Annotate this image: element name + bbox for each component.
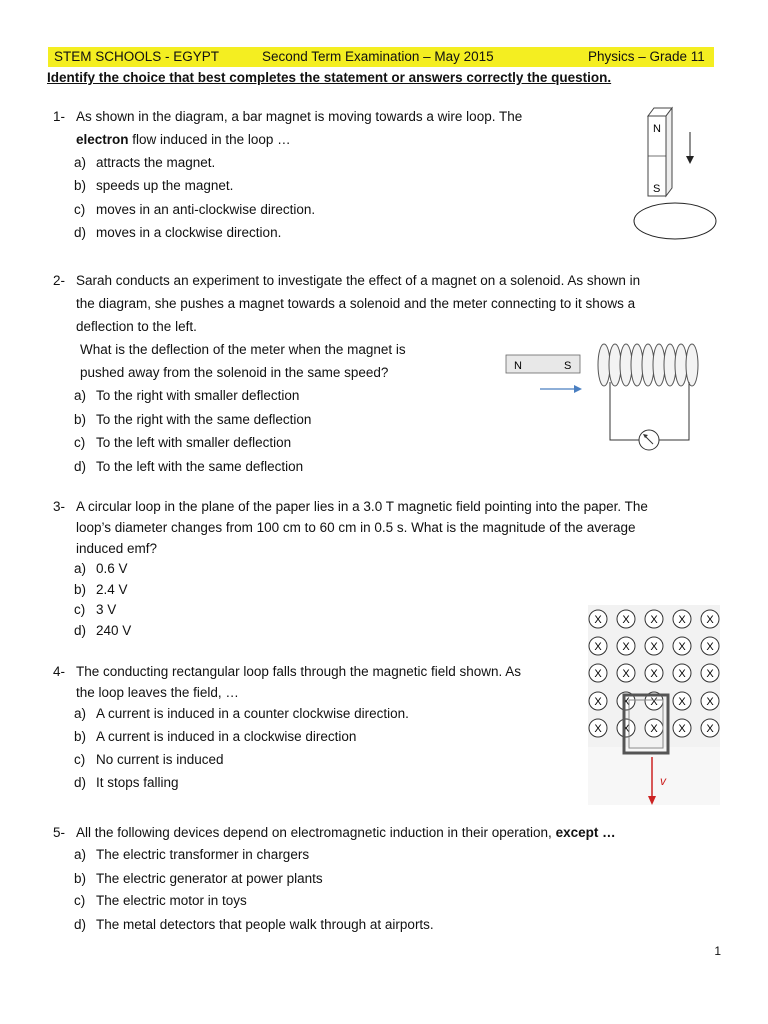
option-letter: d) <box>74 459 87 474</box>
south-label: S <box>564 360 572 372</box>
option-b: To the right with the same deflection <box>96 412 312 427</box>
question-text: As shown in the diagram, a bar magnet is moving towards a wire loop. The <box>76 109 523 124</box>
option-a: A current is induced in a counter clockwise direction. <box>96 706 409 721</box>
instructions: Identify the choice that best completes the statement or answers correctly the question. <box>47 70 612 85</box>
option-letter: c) <box>74 202 86 217</box>
field-x-symbol: X <box>622 723 630 735</box>
question-number: 4- <box>53 664 66 679</box>
question-number: 2- <box>53 273 66 288</box>
field-x-symbol: X <box>706 614 714 626</box>
option-letter: b) <box>74 582 87 597</box>
option-a: The electric transformer in chargers <box>96 847 310 862</box>
option-c: The electric motor in toys <box>96 893 247 908</box>
bar-magnet-loop-diagram <box>628 104 722 244</box>
exam-title: Second Term Examination – May 2015 <box>262 49 494 64</box>
option-c: To the left with smaller deflection <box>96 435 292 450</box>
option-c: 3 V <box>96 602 117 617</box>
field-x-symbol: X <box>706 641 714 653</box>
option-letter: d) <box>74 775 87 790</box>
option-letter: a) <box>74 561 87 576</box>
option-letter: b) <box>74 178 87 193</box>
option-letter: a) <box>74 847 87 862</box>
field-x-symbol: X <box>650 668 658 680</box>
option-a: attracts the magnet. <box>96 155 216 170</box>
question-text: All the following devices depend on electromagnetic induction in their operation, <box>76 825 552 840</box>
wire-loop <box>634 203 716 239</box>
option-a: To the right with smaller deflection <box>96 388 300 403</box>
option-letter: c) <box>74 435 86 450</box>
exam-header-bar <box>48 47 714 67</box>
question-number: 1- <box>53 109 66 124</box>
question-text: flow induced in the loop … <box>128 132 291 147</box>
option-c: moves in an anti-clockwise direction. <box>96 202 316 217</box>
field-x-symbol: X <box>622 668 630 680</box>
question-number: 5- <box>53 825 66 840</box>
north-label: N <box>514 360 522 372</box>
option-d: It stops falling <box>96 775 179 790</box>
field-x-symbol: X <box>622 641 630 653</box>
option-letter: d) <box>74 623 87 638</box>
question-text: induced emf? <box>76 541 158 556</box>
option-letter: a) <box>74 388 87 403</box>
option-letter: c) <box>74 893 86 908</box>
option-b: A current is induced in a clockwise direction <box>96 729 357 744</box>
field-x-symbol: X <box>678 723 686 735</box>
question-text <box>76 132 291 147</box>
solenoid-meter-diagram <box>500 338 710 456</box>
field-x-symbol: X <box>594 641 602 653</box>
field-x-symbol: X <box>678 641 686 653</box>
question-text: What is the deflection of the meter when the magnet is <box>80 342 406 357</box>
question-text: the loop leaves the field, … <box>76 685 239 700</box>
question-text: deflection to the left. <box>76 319 197 334</box>
option-c: No current is induced <box>96 752 224 767</box>
question-text: pushed away from the solenoid in the same speed? <box>80 365 389 380</box>
school-name: STEM SCHOOLS - EGYPT <box>54 49 220 64</box>
question-text: the diagram, she pushes a magnet towards a solenoid and the meter connecting to it shows a <box>76 296 636 311</box>
option-letter: c) <box>74 602 86 617</box>
field-x-symbol: X <box>594 723 602 735</box>
field-x-symbol: X <box>678 696 686 708</box>
option-letter: d) <box>74 225 87 240</box>
field-x-symbol: X <box>650 696 658 708</box>
magnetic-field-loop-diagram <box>588 605 720 805</box>
question-text: The conducting rectangular loop falls through the magnetic field shown. As <box>76 664 522 679</box>
option-d: 240 V <box>96 623 132 638</box>
field-x-symbol: X <box>650 641 658 653</box>
option-letter: a) <box>74 706 87 721</box>
option-letter: d) <box>74 917 87 932</box>
option-letter: b) <box>74 412 87 427</box>
option-d: moves in a clockwise direction. <box>96 225 282 240</box>
option-b: The electric generator at power plants <box>96 871 323 886</box>
south-label: S <box>653 183 661 195</box>
velocity-label: v <box>660 774 666 788</box>
field-x-symbol: X <box>622 614 630 626</box>
question-text <box>76 825 616 840</box>
solenoid-coil <box>598 344 698 386</box>
page-number: 1 <box>714 944 721 958</box>
field-x-symbol: X <box>594 696 602 708</box>
question-text: Sarah conducts an experiment to investigate the effect of a magnet on a solenoid. As shown in <box>76 273 641 288</box>
field-x-symbol: X <box>706 696 714 708</box>
option-letter: b) <box>74 729 87 744</box>
option-a: 0.6 V <box>96 561 128 576</box>
field-x-symbol: X <box>678 668 686 680</box>
option-letter: c) <box>74 752 86 767</box>
field-x-symbol: X <box>706 668 714 680</box>
question-text: A circular loop in the plane of the paper lies in a 3.0 T magnetic field pointing into the paper. The <box>76 499 648 514</box>
subject-grade: Physics – Grade 11 <box>588 49 705 64</box>
field-x-symbol: X <box>594 614 602 626</box>
option-b: 2.4 V <box>96 582 128 597</box>
question-text: loop’s diameter changes from 100 cm to 60 cm in 0.5 s. What is the magnitude of the average <box>76 520 636 535</box>
question-number: 3- <box>53 499 66 514</box>
field-x-symbol: X <box>622 696 630 708</box>
option-letter: b) <box>74 871 87 886</box>
field-x-symbol: X <box>706 723 714 735</box>
bold-term: except … <box>555 825 616 840</box>
north-label: N <box>653 123 661 135</box>
down-arrow-icon <box>686 156 694 164</box>
bold-term: electron <box>76 132 129 147</box>
field-x-symbol: X <box>650 723 658 735</box>
arrow-right-icon <box>574 385 582 393</box>
field-x-symbol: X <box>594 668 602 680</box>
field-x-symbol: X <box>678 614 686 626</box>
option-letter: a) <box>74 155 87 170</box>
option-d: To the left with the same deflection <box>96 459 304 474</box>
option-b: speeds up the magnet. <box>96 178 234 193</box>
field-x-symbol: X <box>650 614 658 626</box>
option-d: The metal detectors that people walk through at airports. <box>96 917 434 932</box>
